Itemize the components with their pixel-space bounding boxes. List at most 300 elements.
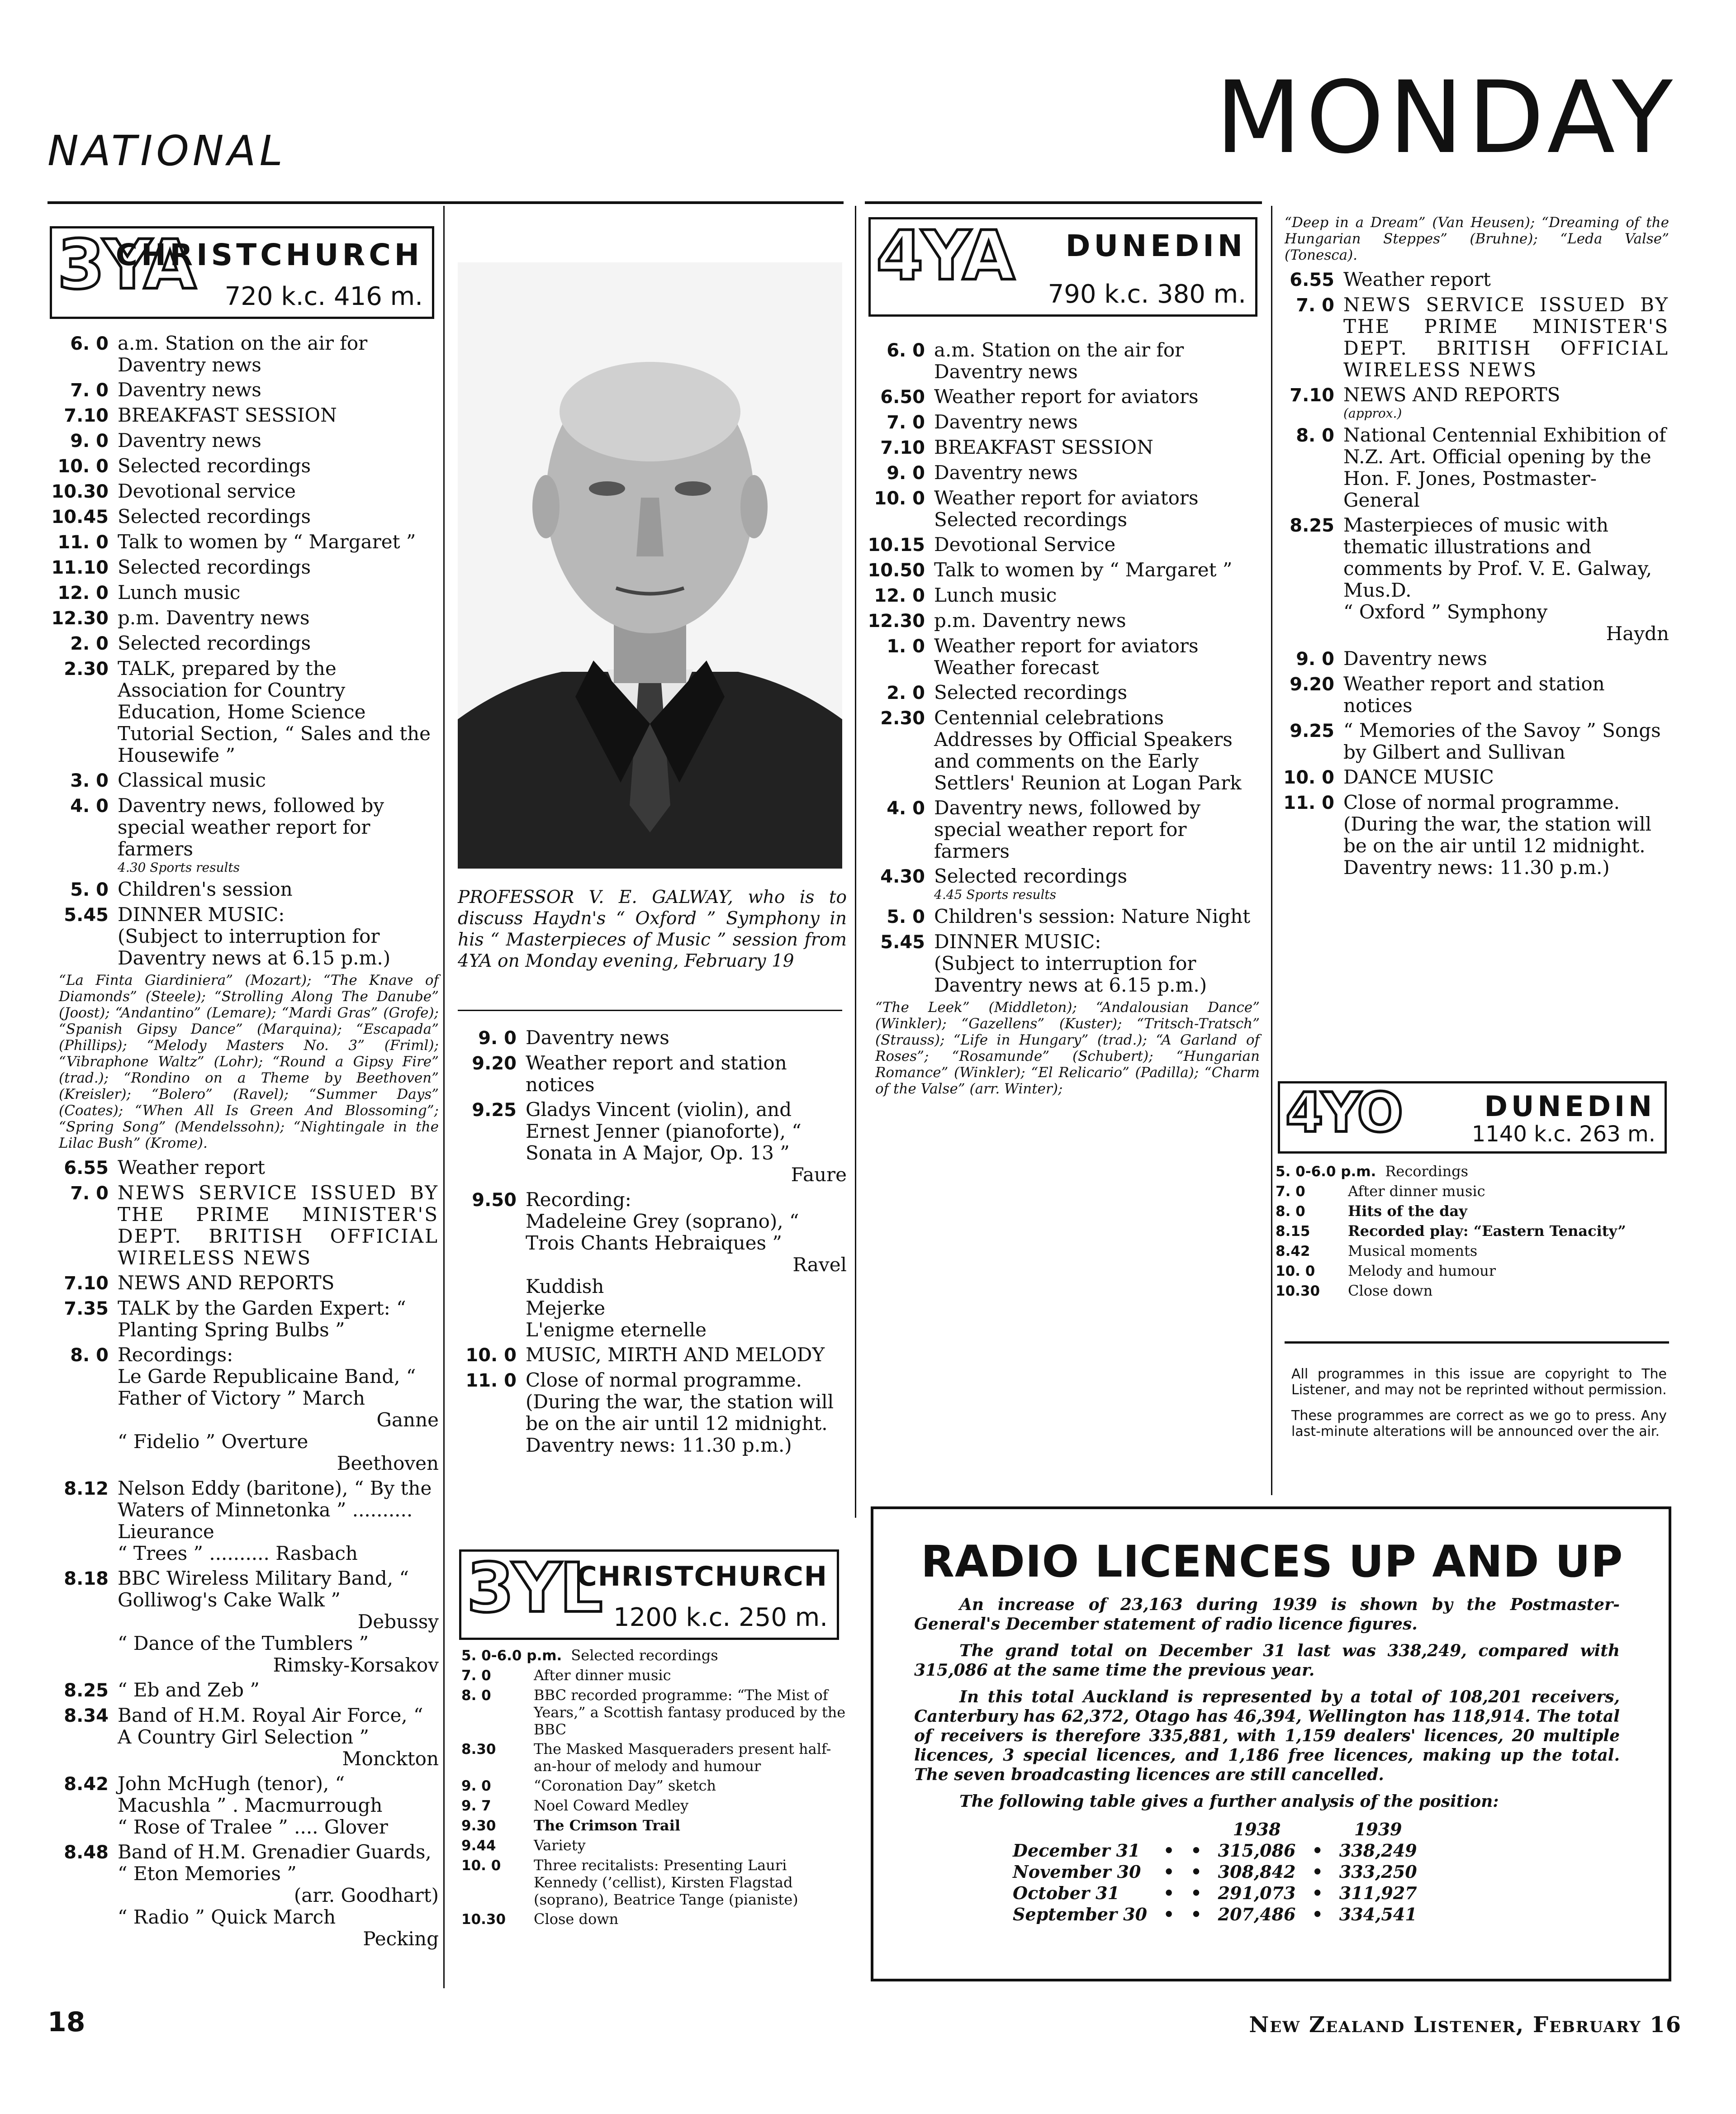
entry-description xyxy=(118,430,439,451)
entry-time: 8.42 xyxy=(1276,1243,1310,1259)
programme-entry xyxy=(50,1297,439,1341)
station-box-4ya xyxy=(868,217,1257,317)
entry-description xyxy=(118,1679,439,1701)
entry-description xyxy=(526,1099,847,1186)
entry-line: Talk to women by “ Margaret ” xyxy=(934,559,1233,581)
programme-entry xyxy=(1266,1282,1674,1300)
entry-line: “ Eb and Zeb ” xyxy=(118,1679,260,1701)
radio-licences-article xyxy=(871,1506,1671,1981)
licence-table-row xyxy=(1005,1861,1425,1882)
entry-description xyxy=(934,635,1260,679)
programme-entry xyxy=(1266,1163,1674,1180)
entry-time: 9. 0 xyxy=(1296,649,1334,670)
entry-time: 8.12 xyxy=(64,1478,109,1499)
table-dot: • xyxy=(1312,1904,1323,1924)
programme-entry xyxy=(866,339,1260,383)
entry-description xyxy=(526,1052,847,1096)
programme-entry xyxy=(1276,648,1669,670)
programme-entry xyxy=(50,1272,439,1294)
entry-description xyxy=(934,437,1260,458)
table-spacer xyxy=(1304,1819,1331,1840)
entry-time: 9. 7 xyxy=(461,1798,491,1814)
entry-description xyxy=(526,1027,847,1049)
month-label: December 31 xyxy=(1013,1840,1140,1861)
page-number: 18 xyxy=(47,2006,85,2038)
entry-time: 8.25 xyxy=(1290,515,1334,536)
programme-list-4yo xyxy=(1266,1163,1674,1302)
programme-list-3yl xyxy=(452,1647,850,1930)
entry-line: Centennial celebrations xyxy=(934,707,1164,729)
copyright-notice xyxy=(1291,1366,1667,1449)
programme-entry xyxy=(458,1027,847,1049)
entry-time: 9.25 xyxy=(1290,721,1334,741)
entry-description: After dinner music xyxy=(534,1667,671,1684)
entry-line: (Subject to interruption for Daventry news at 6.15 p.m.) xyxy=(118,925,391,969)
entry-description xyxy=(118,379,439,401)
entry-line: BBC Wireless Military Band, “ Golliwog's Cake Walk ” xyxy=(118,1567,409,1611)
entry-line: Weather report xyxy=(1343,268,1491,290)
table-dot: • xyxy=(1191,1883,1202,1903)
entry-description xyxy=(1343,648,1669,670)
station-frequency: 1140 k.c. 263 m. xyxy=(1471,1121,1655,1147)
station-callsign: 3YL xyxy=(467,1549,601,1628)
programme-entry xyxy=(1276,514,1669,645)
programme-entry xyxy=(50,1568,439,1676)
programme-entry xyxy=(50,1705,439,1770)
programme-entry xyxy=(1266,1242,1674,1260)
entry-time: 8.15 xyxy=(1276,1223,1310,1240)
programme-entry xyxy=(452,1797,850,1815)
entry-description xyxy=(934,386,1260,408)
entry-line: “ Memories of the Savoy ” Songs by Gilbert and Sullivan xyxy=(1343,719,1661,763)
copyright-line: All programmes in this issue are copyright to The Listener, and may not be reprinted without permission. xyxy=(1291,1366,1667,1398)
table-dot: • xyxy=(1163,1862,1175,1882)
entry-time: 5.45 xyxy=(880,932,925,953)
programme-entry xyxy=(458,1052,847,1096)
entry-description xyxy=(118,556,439,578)
entry-line: p.m. Daventry news xyxy=(118,607,310,629)
station-callsign: 4YO xyxy=(1285,1082,1402,1145)
entry-time: 6.55 xyxy=(64,1158,109,1178)
entry-line: Selected recordings xyxy=(118,455,311,477)
programme-entry xyxy=(50,582,439,604)
licence-table-header xyxy=(1005,1819,1425,1840)
programme-entry xyxy=(1276,766,1669,789)
entry-time: 8. 0 xyxy=(461,1687,491,1704)
entry-line: Band of H.M. Grenadier Guards, “ Eton Memories ” xyxy=(118,1841,432,1885)
programme-entry xyxy=(50,904,439,969)
entry-time: 10. 0 xyxy=(461,1857,501,1874)
entry-description: Three recitalists: Presenting Lauri Kennedy (’cellist), Kirsten Flagstad (soprano), Beatrice Tange (pianiste) xyxy=(534,1857,798,1908)
entry-time: 5.45 xyxy=(64,905,109,926)
entry-line: Weather report xyxy=(118,1156,265,1178)
table-dot: • xyxy=(1163,1840,1175,1861)
entry-description: “Coronation Day” sketch xyxy=(534,1777,716,1794)
entry-time: 4. 0 xyxy=(887,798,925,819)
entry-description: Selected recordings xyxy=(571,1647,718,1664)
entry-line: Lunch music xyxy=(934,584,1057,606)
entry-composer: Pecking xyxy=(363,1928,439,1950)
entry-line: Mejerke xyxy=(526,1297,606,1319)
news-service: NEWS SERVICE ISSUED BY THE PRIME MINISTER'S DEPT. BRITISH OFFICIAL WIRELESS NEWS xyxy=(118,1182,439,1269)
entry-line: Lunch music xyxy=(118,581,241,603)
entry-line: NEWS AND REPORTS xyxy=(118,1272,335,1294)
programme-entry xyxy=(866,931,1260,996)
entry-time: 5. 0 xyxy=(70,879,109,900)
entry-description xyxy=(1343,792,1669,879)
month-label: November 30 xyxy=(1013,1862,1141,1882)
entry-description xyxy=(934,487,1260,531)
entry-line: a.m. Station on the air for Daventry news xyxy=(118,332,368,376)
entry-description xyxy=(118,1477,439,1564)
programme-entry xyxy=(458,1369,847,1456)
entry-line: Close of normal programme. (During the war, the station will be on the air until 12 midnight. Daventry news: 11.30 p.m.) xyxy=(1343,791,1652,879)
programme-entry xyxy=(50,1679,439,1701)
entry-description xyxy=(118,879,439,900)
entry-line: NEWS AND REPORTS xyxy=(1343,384,1561,406)
entry-line: a.m. Station on the air for Daventry news xyxy=(934,339,1184,383)
value-1939: 333,250 xyxy=(1339,1862,1417,1882)
programme-entry xyxy=(866,534,1260,556)
entry-line: National Centennial Exhibition of N.Z. Art. Official opening by the Hon. F. Jones, Postmaster-General xyxy=(1343,424,1666,511)
programme-entry xyxy=(50,795,439,875)
entry-description xyxy=(934,559,1260,581)
programme-entry xyxy=(458,1099,847,1186)
programme-entry xyxy=(866,635,1260,679)
programme-entry xyxy=(866,386,1260,408)
entry-time: 7.35 xyxy=(64,1298,109,1319)
entry-description xyxy=(118,506,439,527)
entry-line: Daventry news xyxy=(1343,647,1487,670)
programme-entry xyxy=(1266,1222,1674,1240)
programme-entry xyxy=(50,556,439,579)
table-spacer xyxy=(1182,1819,1210,1840)
entry-composer: Ganne xyxy=(376,1409,439,1431)
network-heading: NATIONAL xyxy=(47,127,286,175)
entry-description xyxy=(526,1189,847,1341)
entry-time: 10. 0 xyxy=(874,488,925,509)
entry-time: 8. 0 xyxy=(1296,425,1334,446)
table-dot: • xyxy=(1312,1840,1323,1861)
entry-description xyxy=(118,333,439,376)
entry-time: 6.50 xyxy=(880,387,925,408)
programme-entry xyxy=(1276,792,1669,879)
value-1938: 291,073 xyxy=(1218,1883,1296,1903)
entry-line: Nelson Eddy (baritone), “ By the Waters of Minnetonka ” .......... Lieurance xyxy=(118,1477,432,1543)
entry-line: Daventry news xyxy=(934,411,1078,433)
programme-entry xyxy=(458,1189,847,1341)
entry-line: BREAKFAST SESSION xyxy=(934,436,1153,458)
programme-entry xyxy=(452,1817,850,1834)
entry-description xyxy=(118,632,439,654)
entry-description xyxy=(934,610,1260,632)
entry-time: 7. 0 xyxy=(1276,1183,1305,1200)
programme-entry xyxy=(1266,1202,1674,1220)
programme-entry xyxy=(50,480,439,503)
entry-description xyxy=(1343,514,1669,645)
programme-entry xyxy=(50,879,439,901)
entry-line: DINNER MUSIC: xyxy=(118,903,285,926)
station-callsign: 3YA xyxy=(57,226,194,304)
entry-description xyxy=(118,1344,439,1474)
programme-entry xyxy=(50,506,439,528)
entry-line: Daventry news, followed by special weather report for farmers xyxy=(934,797,1201,862)
entry-composer: (arr. Goodhart) xyxy=(294,1884,439,1906)
entry-line: Devotional service xyxy=(118,480,296,502)
entry-description: After dinner music xyxy=(1348,1183,1485,1200)
programme-entry xyxy=(452,1686,850,1738)
entry-line: (Subject to interruption for Daventry news at 6.15 p.m.) xyxy=(934,952,1207,996)
entry-description xyxy=(1343,269,1669,290)
entry-time: 6.55 xyxy=(1290,270,1334,290)
entry-line: Daventry news, followed by special weather report for farmers xyxy=(118,794,384,860)
programme-entry xyxy=(866,797,1260,862)
entry-line: Weather forecast xyxy=(934,656,1099,679)
entry-time: 10. 0 xyxy=(1283,767,1334,788)
entry-time: 1. 0 xyxy=(887,636,925,657)
programme-entry xyxy=(50,658,439,766)
programme-entry xyxy=(1276,294,1669,381)
entry-line: Selected recordings xyxy=(934,865,1128,887)
programme-entry xyxy=(866,437,1260,459)
programme-entry xyxy=(50,1773,439,1838)
entry-time: 10.45 xyxy=(51,507,109,527)
entry-time: 7. 0 xyxy=(461,1667,491,1684)
entry-description xyxy=(1343,720,1669,763)
year-1938-header: 1938 xyxy=(1233,1819,1281,1839)
programme-entry xyxy=(50,430,439,452)
entry-description xyxy=(118,582,439,603)
programme-entry xyxy=(1276,720,1669,763)
entry-description xyxy=(934,339,1260,383)
entry-description xyxy=(118,531,439,553)
programme-entry xyxy=(452,1667,850,1684)
entry-line: Masterpieces of music with thematic illustrations and comments by Prof. V. E. Galway, Mus.D. xyxy=(1343,514,1652,601)
entry-time: 8.34 xyxy=(64,1705,109,1726)
entry-time: 8.30 xyxy=(461,1741,496,1758)
entry-time: 10.50 xyxy=(868,560,925,581)
programme-entry xyxy=(866,707,1260,794)
entry-description xyxy=(526,1369,847,1456)
entry-time: 10.15 xyxy=(868,535,925,556)
column-divider-2 xyxy=(855,206,856,1518)
programme-entry xyxy=(50,1182,439,1269)
entry-time: 9. 0 xyxy=(70,431,109,451)
entry-line: “ Oxford ” Symphony xyxy=(1343,601,1548,623)
programme-entry xyxy=(452,1647,850,1664)
entry-time: 12.30 xyxy=(51,608,109,629)
programme-entry xyxy=(50,607,439,629)
entry-time: 5. 0-6.0 p.m. xyxy=(1276,1164,1376,1180)
value-1938: 308,842 xyxy=(1218,1862,1296,1882)
entry-time: 11. 0 xyxy=(465,1370,517,1391)
entry-line: Weather report for aviators xyxy=(934,487,1199,509)
programme-entry xyxy=(866,487,1260,531)
entry-description: The Masked Masqueraders present half-an-hour of melody and humour xyxy=(534,1740,831,1775)
entry-description xyxy=(118,1841,439,1950)
programme-entry xyxy=(452,1777,850,1795)
station-city: DUNEDIN xyxy=(1484,1090,1655,1123)
entry-time: 8. 0 xyxy=(70,1345,109,1366)
entry-description: Recordings xyxy=(1385,1163,1469,1180)
entry-line: Daventry news xyxy=(526,1026,669,1049)
entry-line: “ Fidelio ” Overture xyxy=(118,1430,308,1453)
entry-time: 7.10 xyxy=(1290,385,1334,406)
portrait-photo xyxy=(458,262,842,869)
entry-time: 8.25 xyxy=(64,1680,109,1701)
station-callsign: 4YA xyxy=(876,217,1013,295)
entry-line: Selected recordings xyxy=(118,556,311,578)
entry-line: Band of H.M. Royal Air Force, “ A Country Girl Selection ” xyxy=(118,1704,423,1748)
entry-line: DANCE MUSIC xyxy=(1343,766,1494,788)
programme-entry xyxy=(1266,1262,1674,1280)
entry-description: Close down xyxy=(1348,1282,1433,1299)
entry-description xyxy=(118,1568,439,1676)
programme-entry xyxy=(50,455,439,477)
programme-column-4ya-continued xyxy=(1276,213,1669,882)
entry-description: Hits of the day xyxy=(1348,1202,1467,1220)
licence-table-body xyxy=(1005,1840,1425,1925)
entry-description: The Crimson Trail xyxy=(534,1817,681,1834)
value-1939: 338,249 xyxy=(1339,1840,1417,1861)
entry-description xyxy=(118,480,439,502)
entry-description xyxy=(934,906,1260,927)
entry-composer: Faure xyxy=(791,1164,847,1186)
entry-description: Melody and humour xyxy=(1348,1262,1496,1279)
entry-line: Madeleine Grey (soprano), “ Trois Chants Hebraiques ” xyxy=(526,1210,799,1254)
entry-description xyxy=(118,1297,439,1341)
entry-line: Selected recordings xyxy=(118,505,311,527)
table-dot: • xyxy=(1163,1883,1175,1903)
entry-composer: Rimsky-Korsakov xyxy=(273,1654,439,1676)
entry-time: 8.42 xyxy=(64,1774,109,1795)
entry-time: 7. 0 xyxy=(70,1183,109,1204)
entry-time: 5. 0-6.0 p.m. xyxy=(461,1648,562,1664)
entry-line: TALK by the Garden Expert: “ Planting Spring Bulbs ” xyxy=(118,1297,406,1341)
entry-description xyxy=(1343,766,1669,788)
entry-time: 7. 0 xyxy=(1296,295,1334,316)
entry-time: 10. 0 xyxy=(1276,1263,1315,1279)
entry-time: 11. 0 xyxy=(57,532,109,553)
programme-entry xyxy=(866,682,1260,704)
entry-line: Selected recordings xyxy=(118,632,311,654)
station-box-4yo xyxy=(1278,1081,1667,1154)
entry-composer: Ravel xyxy=(792,1254,847,1276)
entry-description xyxy=(118,770,439,791)
entry-line: L'enigme eternelle xyxy=(526,1319,707,1341)
programme-entry xyxy=(50,1157,439,1179)
entry-description xyxy=(934,707,1260,794)
entry-line: Children's session: Nature Night xyxy=(934,905,1251,927)
table-spacer xyxy=(1155,1819,1182,1840)
programme-entry xyxy=(1276,384,1669,421)
programme-column-3ya xyxy=(50,333,439,1953)
table-dot: • xyxy=(1191,1840,1202,1861)
table-dot: • xyxy=(1312,1862,1323,1882)
station-frequency: 790 k.c. 380 m. xyxy=(1048,280,1246,309)
entry-description: Musical moments xyxy=(1348,1242,1478,1259)
entry-line: Selected recordings xyxy=(934,681,1128,703)
entry-subnote: 4.45 Sports results xyxy=(934,887,1057,902)
entry-description xyxy=(934,682,1260,703)
programme-entry xyxy=(50,632,439,655)
licence-table-row xyxy=(1005,1882,1425,1904)
programme-entry xyxy=(458,1344,847,1366)
programme-entry xyxy=(452,1857,850,1908)
programme-entry xyxy=(866,559,1260,581)
entry-description xyxy=(118,607,439,629)
station-box-3ya xyxy=(50,226,434,319)
entry-time: 8.48 xyxy=(64,1842,109,1863)
entry-description xyxy=(1343,384,1669,421)
entry-time: 4.30 xyxy=(880,866,925,887)
entry-time: 5. 0 xyxy=(887,907,925,927)
table-dot: • xyxy=(1191,1862,1202,1882)
value-1938: 207,486 xyxy=(1218,1904,1296,1924)
dinner-music-notes: “Deep in a Dream” (Van Heusen); “Dreaming of the Hungarian Steppes” (Bruhne); “Leda Valse” (Tonesca). xyxy=(1285,214,1669,263)
value-1939: 334,541 xyxy=(1339,1904,1417,1924)
entry-time: 10.30 xyxy=(51,481,109,502)
entry-line: “ Dance of the Tumblers ” xyxy=(118,1632,369,1654)
entry-line: Recording: xyxy=(526,1188,631,1211)
entry-time: 8.18 xyxy=(64,1568,109,1589)
programme-entry xyxy=(50,379,439,401)
entry-description: BBC recorded programme: “The Mist of Years,” a Scottish fantasy produced by the BBC xyxy=(534,1686,846,1738)
entry-line: “ Radio ” Quick March xyxy=(118,1906,336,1928)
day-heading: MONDAY xyxy=(1215,60,1677,176)
station-frequency: 1200 k.c. 250 m. xyxy=(613,1603,828,1632)
article-paragraph: The following table gives a further analysis of the position: xyxy=(959,1792,1499,1811)
entry-time: 2.30 xyxy=(64,659,109,679)
programme-entry xyxy=(50,531,439,553)
entry-time: 9. 0 xyxy=(461,1778,491,1794)
entry-description xyxy=(934,462,1260,484)
entry-time: 9.20 xyxy=(1290,674,1334,695)
entry-line: Kuddish xyxy=(526,1275,604,1297)
entry-description xyxy=(1343,673,1669,717)
entry-description: Recorded play: “Eastern Tenacity” xyxy=(1348,1222,1626,1240)
entry-description xyxy=(934,534,1260,556)
licence-table-row xyxy=(1005,1840,1425,1861)
column-divider-1 xyxy=(443,206,445,1988)
entry-description xyxy=(1343,424,1669,511)
entry-time: 2. 0 xyxy=(70,633,109,654)
entry-line: Children's session xyxy=(118,878,293,900)
station-city: CHRISTCHURCH xyxy=(115,238,423,272)
entry-line: Addresses by Official Speakers and comments on the Early Settlers' Reunion at Logan Park xyxy=(934,728,1242,794)
entry-line: Le Garde Republicaine Band, “ Father of Victory ” March xyxy=(118,1365,416,1409)
entry-description xyxy=(118,1272,439,1294)
entry-description: Variety xyxy=(534,1837,586,1854)
entry-time: 8. 0 xyxy=(1276,1203,1305,1220)
entry-description: Noel Coward Medley xyxy=(534,1797,689,1814)
entry-line: Selected recordings xyxy=(934,508,1128,531)
programme-entry xyxy=(1276,269,1669,291)
dinner-music-notes: “The Leek” (Middleton); “Andalousian Dance” (Winkler); “Gazellens” (Kuster); “Tritsch-Tratsch” (Strauss); “Life in Hungary” (trad.); “A Garland of Roses”; “Rosamunde” (Schubert); “Hungarian Romance” (Winkler); “El Relicario” (Padilla); “Charm of the Valse” (arr. Winter); xyxy=(875,999,1260,1097)
news-service: NEWS SERVICE ISSUED BY THE PRIME MINISTER'S DEPT. BRITISH OFFICIAL WIRELESS NEWS xyxy=(1343,294,1669,381)
entry-line: John McHugh (tenor), “ Macushla ” . Macmurrough xyxy=(118,1772,383,1816)
programme-entry xyxy=(866,906,1260,928)
entry-composer: Haydn xyxy=(1606,622,1669,645)
programme-entry xyxy=(452,1740,850,1775)
entry-time: 4. 0 xyxy=(70,796,109,817)
programme-entry xyxy=(50,1841,439,1950)
entry-composer: Monckton xyxy=(342,1748,439,1770)
entry-time: 9.20 xyxy=(472,1053,517,1074)
value-1938: 315,086 xyxy=(1218,1840,1296,1861)
entry-composer: Beethoven xyxy=(337,1452,439,1474)
entry-time: 12. 0 xyxy=(874,585,925,606)
